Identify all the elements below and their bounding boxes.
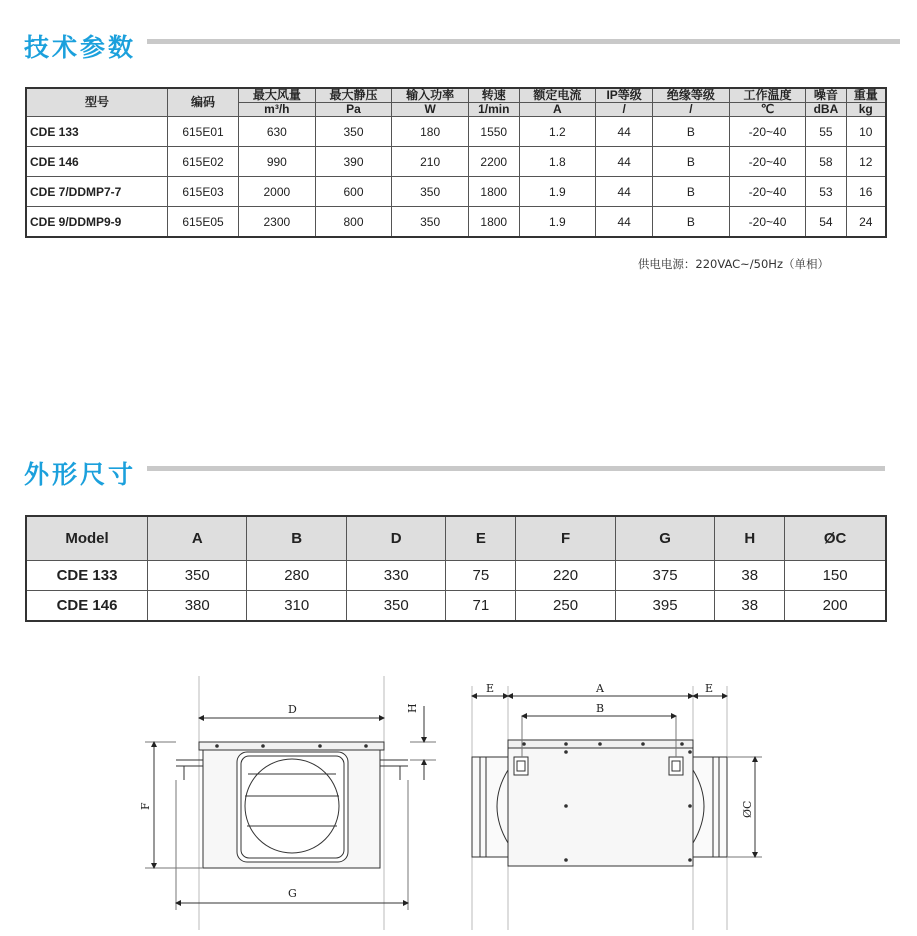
- spec-cell: 44: [596, 207, 653, 238]
- spec-header-code: 编码: [168, 88, 239, 117]
- label-h: H: [406, 703, 419, 713]
- spec-cell: -20~40: [729, 117, 806, 147]
- spec-cell: 350: [392, 177, 469, 207]
- spec-cell: B: [653, 207, 730, 238]
- spec-cell: 2000: [239, 177, 316, 207]
- power-supply-note: 供电电源：220VAC~/50Hz（单相）: [637, 257, 829, 271]
- dim-cell: 280: [247, 561, 346, 591]
- dim-cell: 350: [346, 591, 445, 622]
- spec-cell: 10: [846, 117, 886, 147]
- spec-cell: 990: [239, 147, 316, 177]
- spec-cell: 180: [392, 117, 469, 147]
- spec-cell: 350: [392, 207, 469, 238]
- spec-cell: 58: [806, 147, 846, 177]
- spec-cell-model: CDE 7/DDMP7-7: [26, 177, 168, 207]
- spec-unit: 1/min: [468, 103, 519, 117]
- spec-header: 绝缘等级: [653, 88, 730, 103]
- spec-header: 额定电流: [519, 88, 596, 103]
- spec-header-model: 型号: [26, 88, 168, 117]
- spec-header: IP等级: [596, 88, 653, 103]
- spec-cell: 615E01: [168, 117, 239, 147]
- dim-cell: 375: [615, 561, 714, 591]
- spec-cell: 350: [315, 117, 392, 147]
- spec-cell: 24: [846, 207, 886, 238]
- spec-cell: 44: [596, 147, 653, 177]
- spec-cell: 54: [806, 207, 846, 238]
- spec-cell: 44: [596, 117, 653, 147]
- dim-header: E: [446, 516, 516, 561]
- spec-header: 最大静压: [315, 88, 392, 103]
- dim-cell-model: CDE 146: [26, 591, 148, 622]
- dim-header: D: [346, 516, 445, 561]
- dim-cell: 38: [715, 561, 785, 591]
- spec-cell: 55: [806, 117, 846, 147]
- dim-header: F: [516, 516, 615, 561]
- spec-unit: /: [653, 103, 730, 117]
- spec-cell: 600: [315, 177, 392, 207]
- dim-cell: 310: [247, 591, 346, 622]
- label-e-right: E: [705, 682, 714, 695]
- dim-cell: 75: [446, 561, 516, 591]
- dim-header: H: [715, 516, 785, 561]
- spec-cell: 1800: [468, 207, 519, 238]
- dim-cell-model: CDE 133: [26, 561, 148, 591]
- spec-cell-model: CDE 133: [26, 117, 168, 147]
- dim-cell: 220: [516, 561, 615, 591]
- spec-cell: -20~40: [729, 147, 806, 177]
- spec-unit: Pa: [315, 103, 392, 117]
- label-b: B: [596, 702, 605, 715]
- spec-header: 工作温度: [729, 88, 806, 103]
- label-e-left: E: [486, 682, 495, 695]
- label-c: ØC: [741, 800, 754, 818]
- spec-cell: -20~40: [729, 207, 806, 238]
- dim-cell: 380: [148, 591, 247, 622]
- dim-cell: 150: [785, 561, 886, 591]
- dim-header: G: [615, 516, 714, 561]
- side-view-drawing: [472, 686, 762, 930]
- label-d: D: [288, 703, 297, 716]
- dim-cell: 330: [346, 561, 445, 591]
- dim-cell: 395: [615, 591, 714, 622]
- dim-header: Model: [26, 516, 148, 561]
- spec-cell: 210: [392, 147, 469, 177]
- spec-cell: 2300: [239, 207, 316, 238]
- spec-unit: A: [519, 103, 596, 117]
- spec-unit: ℃: [729, 103, 806, 117]
- section-title-dimensions: 外形尺寸: [24, 460, 137, 489]
- spec-cell: 630: [239, 117, 316, 147]
- spec-cell-model: CDE 9/DDMP9-9: [26, 207, 168, 238]
- label-a: A: [596, 682, 604, 695]
- spec-unit: kg: [846, 103, 886, 117]
- spec-cell: 1800: [468, 177, 519, 207]
- spec-cell: 1550: [468, 117, 519, 147]
- spec-cell: 2200: [468, 147, 519, 177]
- dim-cell: 38: [715, 591, 785, 622]
- spec-cell: 16: [846, 177, 886, 207]
- spec-cell: B: [653, 147, 730, 177]
- spec-unit: m³/h: [239, 103, 316, 117]
- spec-unit: W: [392, 103, 469, 117]
- spec-header: 输入功率: [392, 88, 469, 103]
- spec-cell: 390: [315, 147, 392, 177]
- dim-cell: 71: [446, 591, 516, 622]
- spec-cell: 1.2: [519, 117, 596, 147]
- dim-header: ØC: [785, 516, 886, 561]
- spec-header: 重量: [846, 88, 886, 103]
- section-title-specs: 技术参数: [24, 33, 137, 62]
- spec-cell: 1.9: [519, 177, 596, 207]
- spec-cell: 615E02: [168, 147, 239, 177]
- spec-header: 噪音: [806, 88, 846, 103]
- spec-cell: B: [653, 117, 730, 147]
- spec-cell: 12: [846, 147, 886, 177]
- spec-unit: dBA: [806, 103, 846, 117]
- dim-cell: 350: [148, 561, 247, 591]
- spec-cell: 1.8: [519, 147, 596, 177]
- spec-cell: B: [653, 177, 730, 207]
- dim-cell: 200: [785, 591, 886, 622]
- spec-unit: /: [596, 103, 653, 117]
- spec-cell: 44: [596, 177, 653, 207]
- spec-header: 最大风量: [239, 88, 316, 103]
- spec-cell: 800: [315, 207, 392, 238]
- spec-cell: 53: [806, 177, 846, 207]
- spec-cell: 615E03: [168, 177, 239, 207]
- spec-header: 转速: [468, 88, 519, 103]
- spec-cell: -20~40: [729, 177, 806, 207]
- spec-cell: 615E05: [168, 207, 239, 238]
- dim-header: A: [148, 516, 247, 561]
- label-g: G: [288, 887, 297, 900]
- spec-cell-model: CDE 146: [26, 147, 168, 177]
- dim-cell: 250: [516, 591, 615, 622]
- label-f: F: [139, 802, 152, 810]
- spec-cell: 1.9: [519, 207, 596, 238]
- dim-header: B: [247, 516, 346, 561]
